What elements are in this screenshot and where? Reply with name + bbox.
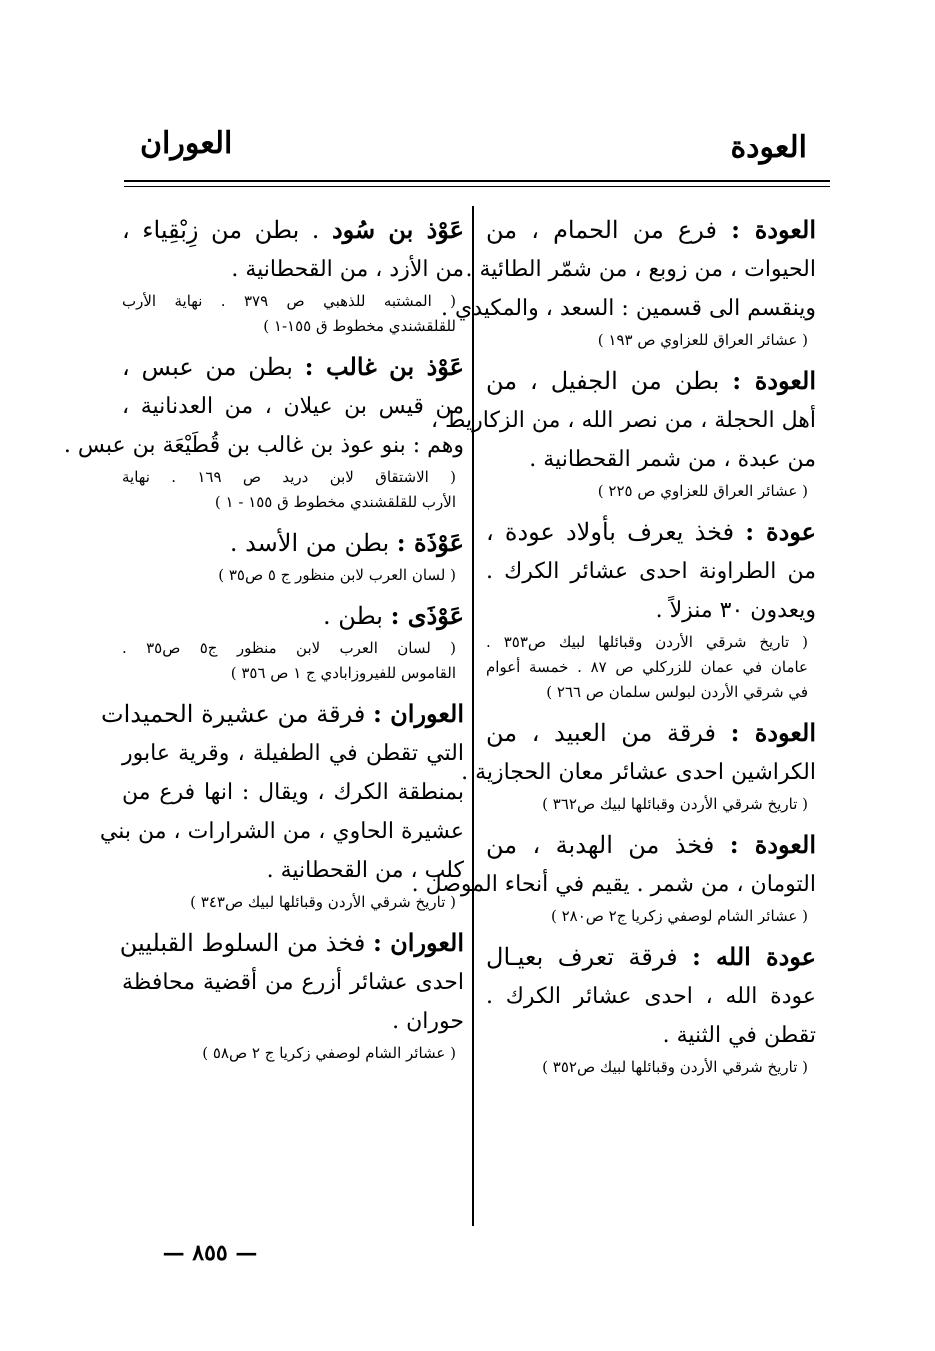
dictionary-entry: [486, 937, 816, 1088]
entry-text-line: [486, 977, 816, 1016]
entry-text-line: [99, 812, 464, 851]
entry-first-line: [122, 596, 464, 636]
entry-text-line: [411, 865, 816, 904]
entry-text: فرع من الحمام ، من: [486, 216, 717, 244]
entry-text: من عبدة ، من شمر القحطانية .: [529, 447, 816, 472]
entry-first-line: [486, 361, 816, 401]
header-rule-thin: [124, 186, 830, 187]
header-rule-thick: [124, 180, 830, 182]
page-number: — ٨٥٥ —: [162, 1240, 258, 1266]
left-column: [63, 210, 464, 1074]
entry-first-line: [119, 923, 464, 963]
entry-text: من قيس بن عيلان ، من العدنانية ،: [122, 394, 464, 419]
entry-text-line: [122, 387, 464, 426]
entry-headword: عَوْذ بن غالب :: [304, 352, 464, 381]
entry-reference: عامان في عمان للزركلي ص ٨٧ . خمسة أعوام: [486, 658, 808, 676]
entry-text: التومان ، من شمر . يقيم في أنحاء الموصل .: [411, 872, 816, 897]
entry-text: الكراشين احدى عشائر معان الحجازية .: [461, 760, 816, 785]
entry-reference: ( تاريخ شرقي الأردن وقبائلها لبيك ص٣٥٣ .: [486, 633, 808, 651]
entry-headword: عودة الله :: [692, 942, 816, 971]
entry-text: أهل الحجلة ، من نصر الله ، من الزكاريط ،: [431, 408, 816, 433]
entry-headword: عَوْذَة :: [396, 528, 464, 557]
entry-text: بطن من الأسد .: [229, 529, 390, 557]
entry-text-line: [63, 426, 464, 465]
entry-text: فخذ من السلوط القبليين: [119, 929, 366, 957]
entry-text: بطن من عبس ،: [122, 353, 293, 381]
header-left-word: العوران: [140, 126, 233, 161]
entry-text-line: [486, 552, 816, 591]
entry-reference: ( تاريخ شرقي الأردن وقبائلها لبيك ص٣٤٣ ): [190, 893, 456, 911]
entry-text: بمنطقة الكرك ، ويقال : انها فرع من: [122, 780, 464, 805]
entry-headword: العوران :: [372, 928, 464, 957]
entry-text: حوران .: [392, 1009, 464, 1034]
entry-reference: ( عشائر العراق للعزاوي ص ١٩٣ ): [597, 331, 808, 349]
entry-reference: للقلقشندي مخطوط ق ١٥٥-١ ): [263, 317, 456, 335]
entry-headword: العوران :: [372, 699, 464, 728]
entry-reference: ( لسان العرب لابن منظور ج ٥ ص٣٥ ): [218, 566, 456, 584]
entry-text: احدى عشائر أزرع من أقضية محافظة: [122, 970, 464, 995]
column-divider: [472, 206, 474, 1226]
dictionary-entry: [119, 923, 464, 1074]
entry-text-line: [122, 250, 464, 289]
entry-first-line: [122, 523, 464, 563]
entry-first-line: [486, 210, 816, 250]
entry-text-line: [122, 1002, 464, 1041]
entry-reference: ( المشتبه للذهبي ص ٣٧٩ . نهاية الأرب: [122, 292, 456, 310]
entry-text-line: [486, 591, 816, 630]
entry-headword: العودة :: [730, 718, 816, 747]
dictionary-entry: [411, 825, 816, 937]
entry-text-line: [465, 250, 816, 289]
entry-text: من الأزد ، من القحطانية .: [231, 257, 464, 282]
entry-text: ويعدون ٣٠ منزلاً .: [655, 598, 816, 623]
entry-first-line: [122, 210, 464, 250]
entry-text: وهم : بنو عوذ بن غالب بن قُطَيْعَة بن عبس .: [63, 433, 464, 458]
entry-text-line: [122, 734, 464, 773]
entry-reference: ( عشائر العراق للعزاوي ص ٢٢٥ ): [597, 482, 808, 500]
entry-text: فخذ من الهدبة ، من: [486, 831, 715, 859]
dictionary-entry: [122, 523, 464, 596]
entry-reference: ( عشائر الشام لوصفي زكريا ج٢ ص٢٨٠ ): [550, 907, 808, 925]
entry-text: عشيرة الحاوي ، من الشرارات ، من بني: [99, 819, 464, 844]
entry-reference: ( لسان العرب لابن منظور ج٥ ص٣٥ .: [122, 639, 456, 657]
entry-text-line: [122, 963, 464, 1002]
entry-text: تقطن في الثنية .: [662, 1023, 816, 1048]
entry-first-line: [486, 713, 816, 753]
entry-text: الحيوات ، من زوبع ، من شمّر الطائية .: [465, 257, 816, 282]
entry-text: بطن .: [323, 602, 383, 630]
entry-text: فرقة من عشيرة الحميدات: [100, 700, 366, 728]
entry-reference: ( الاشتقاق لابن دريد ص ١٦٩ . نهاية: [122, 468, 457, 486]
entry-text: عودة الله ، احدى عشائر الكرك .: [486, 984, 816, 1009]
entry-first-line: [486, 937, 816, 977]
entry-text: وينقسم الى قسمين : السعد ، والمكيدي .: [441, 296, 816, 321]
entry-headword: عَوْذ بن سُود: [331, 215, 464, 244]
entry-reference: ( تاريخ شرقي الأردن وقبائلها لبيك ص٣٦٢ ): [542, 795, 808, 813]
entry-text-line: [486, 1016, 816, 1055]
entry-text: فخذ يعرف بأولاد عودة ،: [486, 518, 735, 546]
entry-headword: عودة :: [745, 517, 816, 546]
entry-text-line: [122, 851, 464, 890]
entry-reference: ( تاريخ شرقي الأردن وقبائلها لبيك ص٣٥٢ ): [542, 1058, 808, 1076]
dictionary-entry: [99, 694, 464, 923]
entry-first-line: [486, 512, 816, 552]
entry-text-line: [122, 773, 464, 812]
entry-text-line: [441, 289, 816, 328]
entry-first-line: [486, 825, 816, 865]
entry-reference: ( عشائر الشام لوصفي زكريا ج ٢ ص٥٨ ): [202, 1044, 456, 1062]
entry-reference: في شرقي الأردن لبولس سلمان ص ٢٦٦ ): [546, 683, 808, 701]
entry-headword: عَوْذَى :: [390, 601, 464, 630]
entry-text: كلب ، من القحطانية .: [266, 858, 464, 883]
entry-text: فرقة من العبيد ، من: [486, 719, 717, 747]
entry-reference: القاموس للفيروزابادي ج ١ ص ٣٥٦ ): [230, 664, 456, 682]
dictionary-entry: [122, 596, 464, 694]
entry-text: بطن من الجفيل ، من: [486, 367, 720, 395]
dictionary-entry: [63, 347, 464, 523]
dictionary-entry: [486, 512, 816, 713]
header-right-word: العودة: [730, 130, 807, 165]
entry-text-line: [461, 753, 816, 792]
entry-text: فرقة تعرف بعيـال: [486, 943, 678, 971]
dictionary-entry: [461, 713, 816, 825]
entry-text-line: [431, 401, 816, 440]
entry-headword: العودة :: [731, 215, 816, 244]
entry-text-line: [486, 440, 816, 479]
entry-headword: العودة :: [729, 830, 816, 859]
entry-text: . بطن من زِبْقِياء ،: [122, 216, 320, 244]
entry-headword: العودة :: [732, 366, 816, 395]
dictionary-entry: [431, 361, 816, 512]
entry-first-line: [100, 694, 464, 734]
entry-reference: الأرب للقلقشندي مخطوط ق ١٥٥ - ١ ): [214, 493, 456, 511]
dictionary-entry: [122, 210, 464, 347]
entry-text: التي تقطن في الطفيلة ، وقرية عابور: [122, 741, 464, 766]
entry-text: من الطراونة احدى عشائر الكرك .: [486, 559, 816, 584]
entry-first-line: [122, 347, 464, 387]
dictionary-entry: [441, 210, 816, 361]
